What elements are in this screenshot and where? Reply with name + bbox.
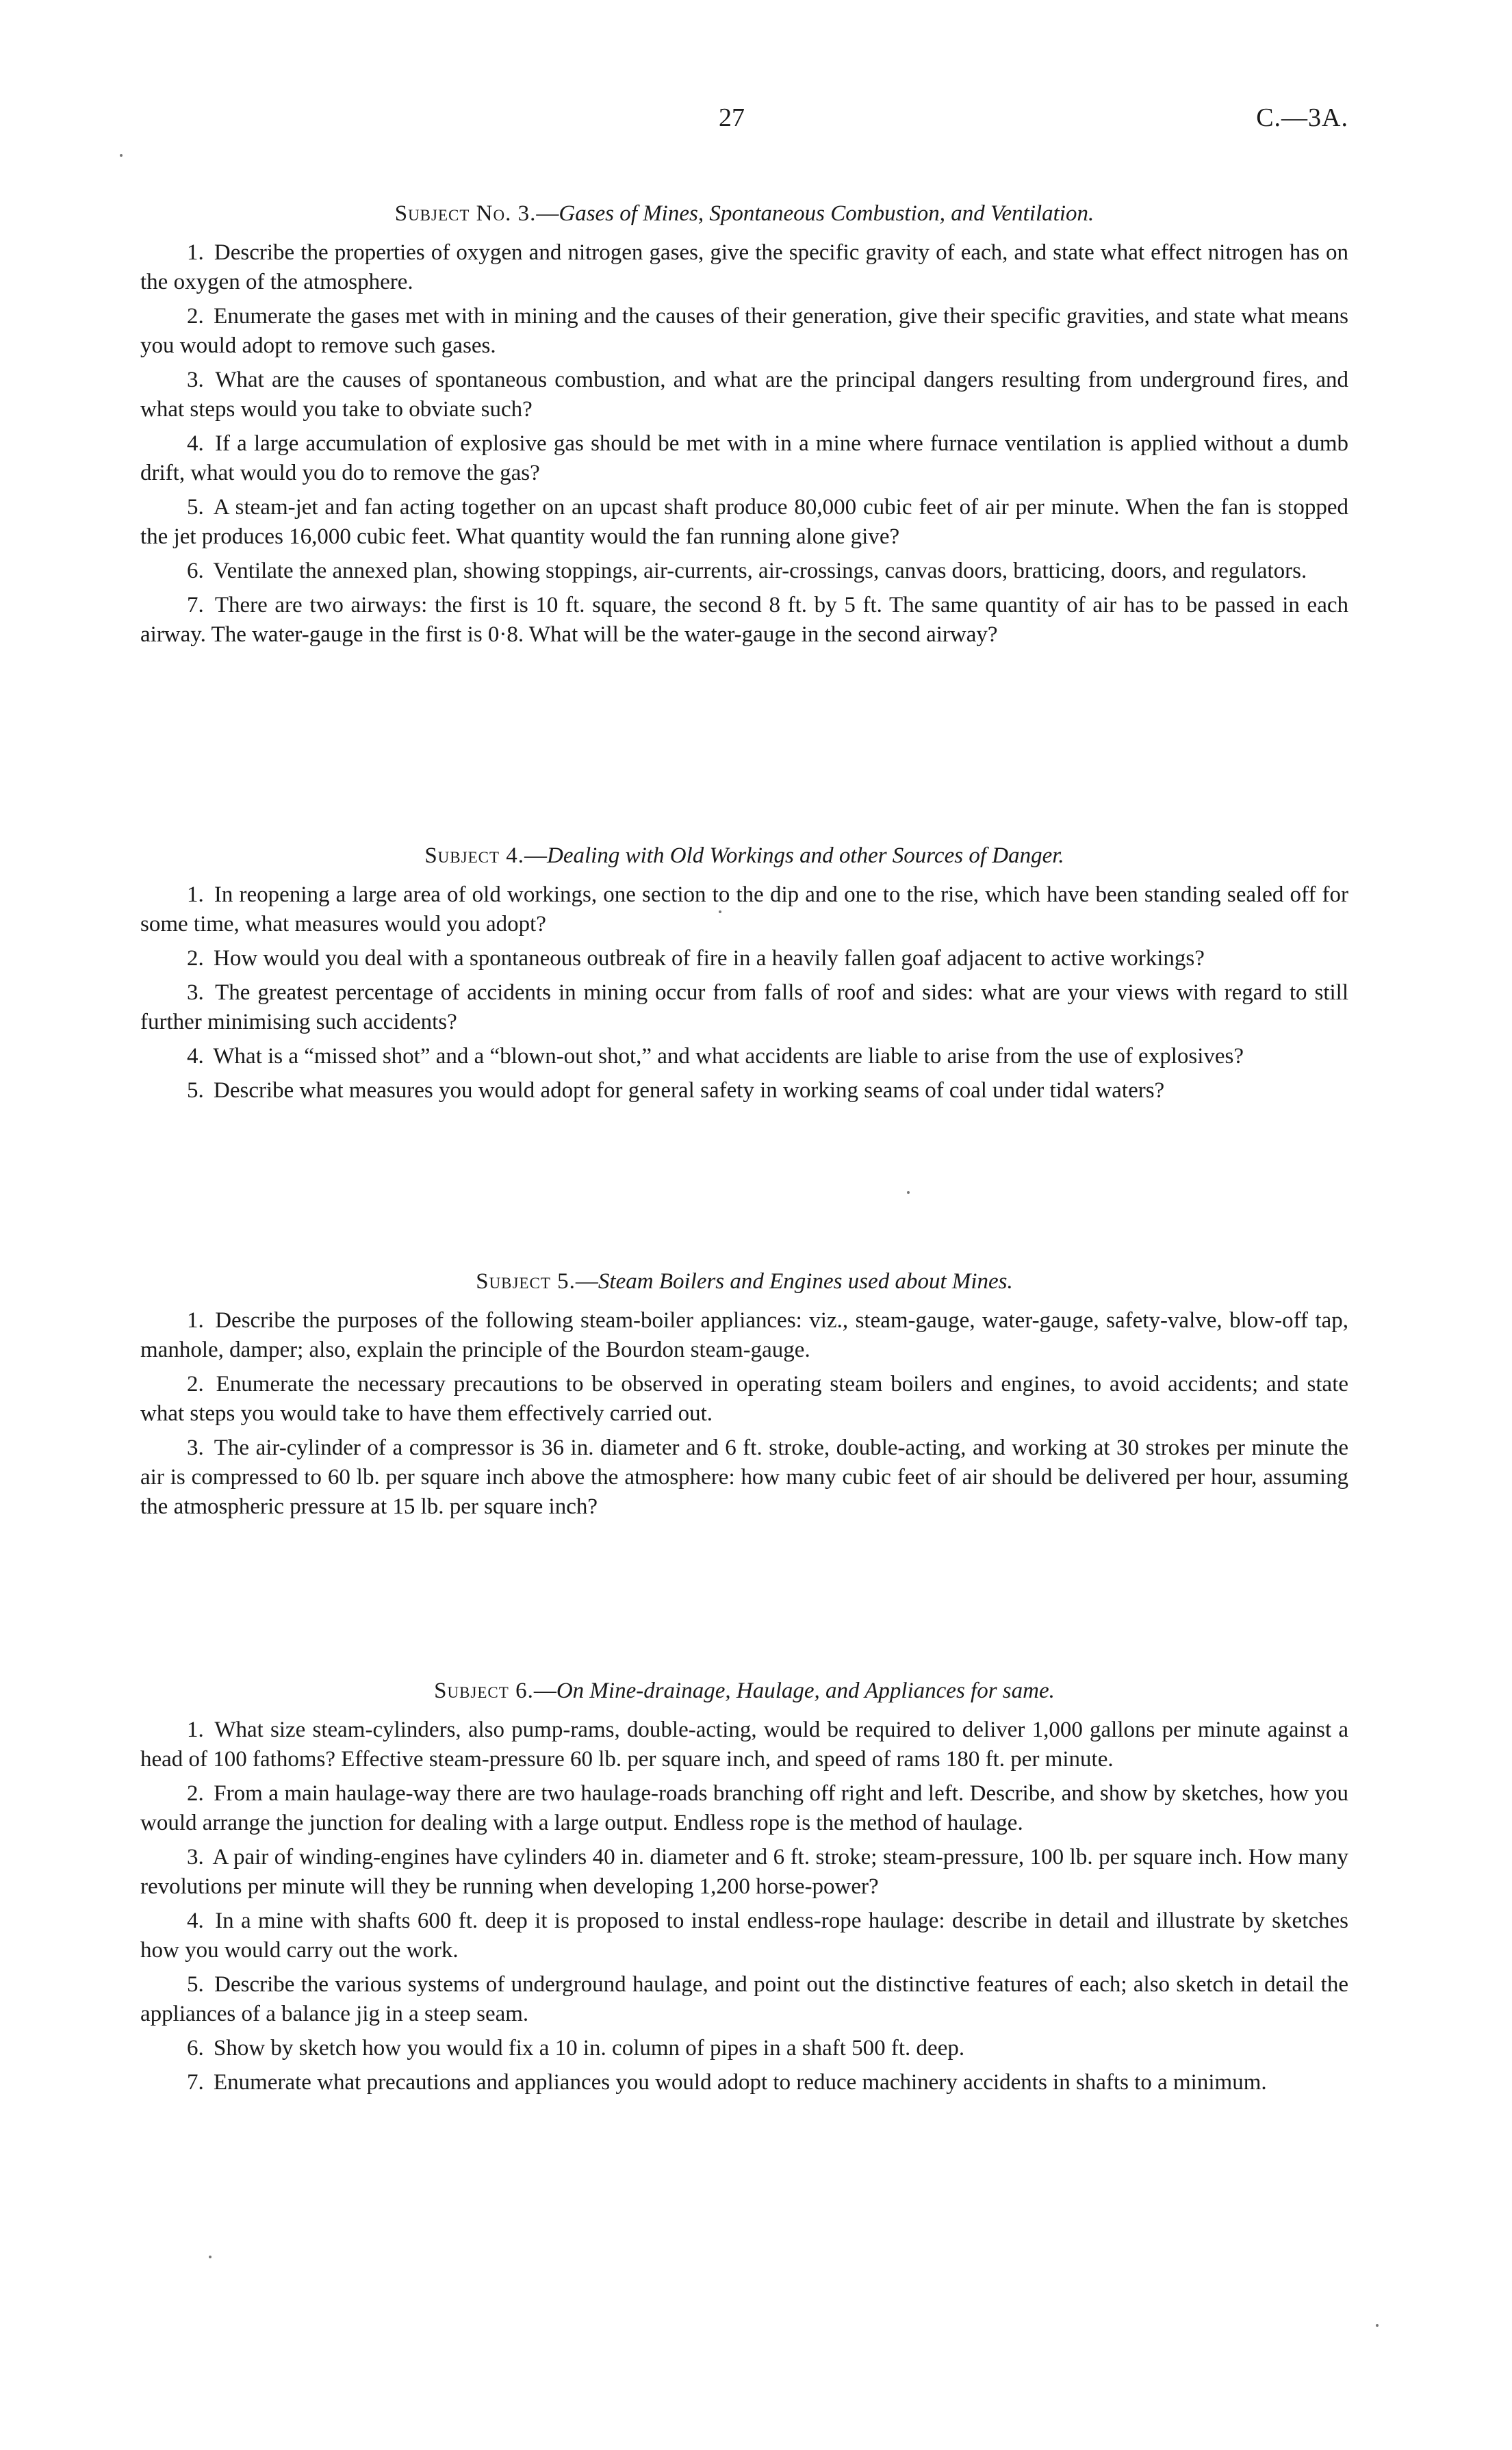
question-text: What size steam-cylinders, also pump-rams, double-acting, would be required to deliver 1,000 gallons per minute against a head of 100 fathoms? Effective steam-pressure 60 lb. per square inch, and speed of rams 180 ft. per minute. (140, 1718, 1349, 1772)
section-subject-3 (140, 199, 1348, 654)
question-text: The greatest percentage of accidents in mining occur from falls of roof and sides: what are your views with regard to still further minimising such accidents? (140, 980, 1349, 1034)
question-text: Describe the properties of oxygen and nitrogen gases, give the specific gravity of each, and state what effect nitrogen has on the oxygen of the atmosphere. (140, 240, 1348, 294)
section-topic: Steam Boilers and Engines used about Mines. (598, 1269, 1013, 1294)
question (140, 557, 1348, 586)
question-text: From a main haulage-way there are two haulage-roads branching off right and left. Describe, and show by sketches, how you would arrange the junction for dealing with a large output. Endless rope is the method of haulage. (140, 1781, 1349, 1835)
page-number: 27 (719, 103, 745, 132)
question-number: 1. (187, 1308, 204, 1333)
question-text: What are the causes of spontaneous combustion, and what are the principal dangers resulting from underground fires, and what steps would you take to obviate such? (140, 368, 1348, 422)
scan-speck (907, 1191, 910, 1194)
question (140, 1970, 1348, 2029)
question-number: 7. (187, 2070, 204, 2095)
question-text: Enumerate what precautions and appliances you would adopt to reduce machinery accidents in shafts to a minimum. (214, 2070, 1267, 2095)
question (140, 1076, 1348, 1106)
question-number: 5. (187, 1078, 204, 1103)
question (140, 1370, 1348, 1429)
question (140, 2034, 1348, 2063)
question (140, 493, 1348, 552)
section-title (140, 841, 1348, 871)
question-text: The air-cylinder of a compressor is 36 in. diameter and 6 ft. stroke, double-acting, and working at 30 strokes per minute the air is compressed to 60 lb. per square inch above the atmosphere: how many cubic feet of air should be delivered per hour, assuming the atmospheric pressure at 15 lb. per square inch? (140, 1435, 1349, 1519)
question (140, 1779, 1348, 1838)
section-topic: Gases of Mines, Spontaneous Combustion, and Ventilation. (559, 201, 1094, 226)
section-dash: — (524, 843, 548, 868)
question (140, 1042, 1348, 1071)
question-number: 3. (187, 1435, 204, 1460)
question (140, 302, 1348, 361)
page-header (137, 103, 1348, 144)
section-dash: — (575, 1269, 598, 1294)
question-number: 3. (187, 1845, 204, 1870)
question-number: 6. (187, 559, 204, 583)
section-label: Subject 6. (434, 1679, 534, 1703)
scan-speck (719, 910, 721, 913)
scan-speck (1376, 2324, 1379, 2327)
section-topic: On Mine-drainage, Haulage, and Appliances for same. (556, 1679, 1055, 1703)
question-text: In a mine with shafts 600 ft. deep it is proposed to instal endless-rope haulage: describe in detail and illustrate by sketches how you would carry out the work. (140, 1909, 1349, 1963)
question-number: 5. (187, 495, 204, 520)
section-dash: — (533, 1679, 556, 1703)
question (140, 944, 1348, 973)
question (140, 591, 1348, 650)
section-label: Subject 4. (424, 843, 525, 868)
question-text: Describe what measures you would adopt for general safety in working seams of coal under tidal waters? (214, 1078, 1165, 1103)
section-label: Subject 5. (476, 1269, 576, 1294)
question (140, 978, 1348, 1037)
question-number: 3. (187, 368, 204, 392)
question-text: There are two airways: the first is 10 ft. square, the second 8 ft. by 5 ft. The same quantity of air has to be passed in each airway. The water-gauge in the first is 0·8. What will be the water-gauge in the second airway? (140, 593, 1348, 647)
question-text: In reopening a large area of old workings, one section to the dip and one to the rise, which have been standing sealed off for some time, what measures would you adopt? (140, 882, 1348, 936)
scan-speck (120, 154, 123, 157)
question-number: 2. (187, 304, 204, 329)
question-text: A steam-jet and fan acting together on an upcast shaft produce 80,000 cubic feet of air per minute. When the fan is stopped the jet produces 16,000 cubic feet. What quantity would the fan running alone give? (140, 495, 1349, 549)
question-text: If a large accumulation of explosive gas should be met with in a mine where furnace ventilation is applied without a dumb drift, what would you do to remove the gas? (140, 431, 1348, 485)
section-subject-4 (140, 841, 1348, 1110)
section-subject-6 (140, 1676, 1348, 2102)
question-number: 1. (187, 240, 204, 265)
question (140, 1906, 1348, 1965)
question-number: 2. (187, 1781, 204, 1806)
question-number: 5. (187, 1972, 204, 1997)
section-title (140, 1266, 1348, 1297)
reference-code: C.—3A. (1256, 103, 1348, 132)
question-number: 2. (187, 946, 204, 971)
question-text: Describe the purposes of the following steam-boiler appliances: viz., steam-gauge, water-gauge, safety-valve, blow-off tap, manhole, damper; also, explain the principle of the Bourdon steam-gauge. (140, 1308, 1349, 1362)
question-number: 1. (187, 882, 204, 907)
question-text: Describe the various systems of underground haulage, and point out the distinctive features of each; also sketch in detail the appliances of a balance jig in a steep seam. (140, 1972, 1348, 2026)
question-number: 2. (187, 1372, 204, 1396)
question-number: 7. (187, 593, 204, 617)
question-text: What is a “missed shot” and a “blown-out shot,” and what accidents are liable to arise from the use of explosives? (213, 1044, 1244, 1069)
question-number: 4. (187, 431, 204, 456)
question-number: 4. (187, 1044, 204, 1069)
question (140, 1433, 1348, 1522)
section-label: Subject No. 3. (394, 201, 537, 226)
question-number: 6. (187, 2036, 204, 2060)
question (140, 880, 1348, 939)
question-number: 3. (187, 980, 204, 1005)
question (140, 238, 1348, 297)
question-text: How would you deal with a spontaneous outbreak of fire in a heavily fallen goaf adjacent to active workings? (214, 946, 1205, 971)
question-number: 4. (187, 1909, 204, 1933)
section-subject-5 (140, 1266, 1348, 1527)
question-text: Show by sketch how you would fix a 10 in. column of pipes in a shaft 500 ft. deep. (214, 2036, 965, 2060)
scan-speck (209, 2256, 212, 2258)
question-text: Ventilate the annexed plan, showing stoppings, air-currents, air-crossings, canvas doors, bratticing, doors, and regulators. (213, 559, 1307, 583)
section-title (140, 1676, 1348, 1706)
question (140, 429, 1348, 488)
question-text: Enumerate the necessary precautions to be observed in operating steam boilers and engines, to avoid accidents; and state what steps you would take to have them effectively carried out. (140, 1372, 1349, 1426)
question (140, 1306, 1348, 1365)
question (140, 366, 1348, 424)
question (140, 1715, 1348, 1774)
section-title (140, 199, 1348, 229)
question-text: Enumerate the gases met with in mining and the causes of their generation, give their specific gravities, and state what means you would adopt to remove such gases. (140, 304, 1349, 358)
question-number: 1. (187, 1718, 204, 1742)
question-text: A pair of winding-engines have cylinders 40 in. diameter and 6 ft. stroke; steam-pressure, 100 lb. per square inch. How many revolutions per minute will they be running when developing 1,200 horse-power? (140, 1845, 1348, 1899)
question (140, 1843, 1348, 1902)
question (140, 2068, 1348, 2097)
section-topic: Dealing with Old Workings and other Sources of Danger. (547, 843, 1064, 868)
section-dash: — (536, 201, 559, 226)
